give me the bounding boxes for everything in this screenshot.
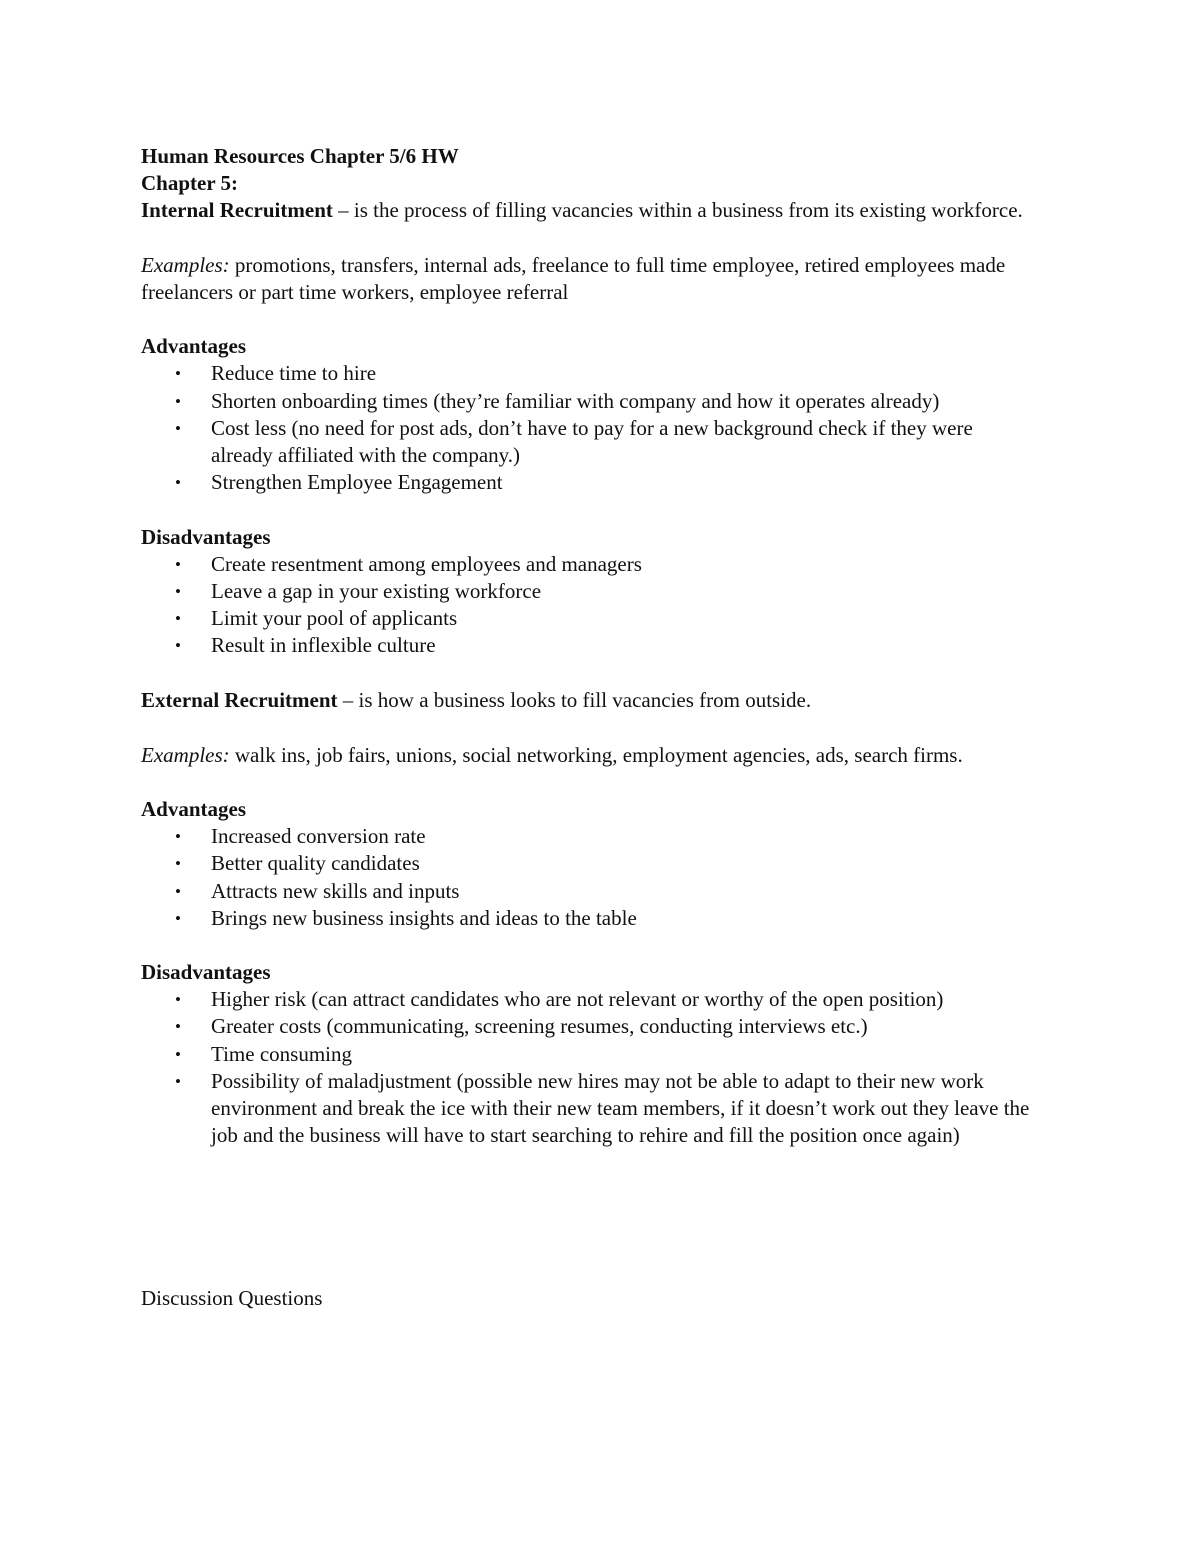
- external-recruitment-text: – is how a business looks to fill vacancies from outside.: [337, 687, 812, 712]
- list-item-text: Increased conversion rate: [211, 824, 426, 849]
- list-item-text: Leave a gap in your existing workforce: [211, 579, 542, 603]
- bullet-icon: •: [175, 854, 181, 874]
- external-advantages-heading: Advantages: [141, 797, 247, 822]
- internal-recruitment-term: Internal Recruitment: [141, 198, 333, 222]
- list-item: [141, 850, 1071, 877]
- list-item-text: Result in inflexible culture: [211, 633, 436, 658]
- chapter-heading: Chapter 5:: [141, 171, 239, 195]
- list-item-text: Higher risk (can attract candidates who are not relevant or worthy of the open position): [211, 987, 944, 1012]
- bullet-icon: •: [175, 391, 181, 411]
- external-disadvantages-list: [141, 986, 1071, 1149]
- bullet-icon: •: [175, 582, 181, 601]
- bullet-icon: •: [175, 636, 181, 656]
- internal-disadvantages-heading: Disadvantages: [141, 524, 271, 549]
- list-item: [141, 469, 1071, 496]
- bullet-icon: •: [175, 473, 181, 493]
- document-title: Human Resources Chapter 5/6 HW: [141, 144, 459, 168]
- list-item: [141, 605, 1071, 632]
- list-item: [141, 415, 1021, 469]
- list-item: [141, 551, 1071, 578]
- list-item-text: Shorten onboarding times (they’re familiar with company and how it operates already): [211, 388, 940, 413]
- list-item: [141, 360, 1071, 387]
- list-item: [141, 823, 1071, 850]
- external-examples: [141, 742, 1011, 769]
- list-item-text: Cost less (no need for post ads, don’t have to pay for a new background check if they were already affiliated with the company.): [211, 415, 973, 468]
- bullet-icon: •: [175, 1017, 181, 1037]
- external-disadvantages-heading: Disadvantages: [141, 960, 271, 985]
- list-item: [141, 905, 1071, 932]
- list-item: [141, 1068, 1061, 1150]
- bullet-icon: •: [175, 609, 181, 629]
- list-item-text: Better quality candidates: [211, 851, 420, 876]
- internal-examples-label: Examples:: [141, 252, 230, 277]
- list-item: [141, 878, 1071, 905]
- internal-recruitment-text: – is the process of filling vacancies within a business from its existing workforce.: [332, 198, 1023, 222]
- bullet-icon: •: [175, 1071, 181, 1091]
- list-item-text: Possibility of maladjustment (possible new hires may not be able to adapt to their new work environment and break the ice with their new team members, if it doesn’t work out they leave the job and the business will have to start searching to rehire and fill the position once again): [211, 1068, 1030, 1148]
- list-item-text: Greater costs (communicating, screening resumes, conducting interviews etc.): [211, 1014, 868, 1039]
- internal-recruitment-definition: [141, 197, 1061, 224]
- internal-advantages-list: [141, 360, 1071, 496]
- bullet-icon: •: [175, 881, 181, 901]
- list-item-text: Time consuming: [211, 1041, 352, 1066]
- list-item-text: Strengthen Employee Engagement: [211, 470, 503, 495]
- external-examples-text: walk ins, job fairs, unions, social networking, employment agencies, ads, search firms.: [229, 742, 963, 767]
- list-item-text: Limit your pool of applicants: [211, 606, 458, 631]
- bullet-icon: •: [175, 908, 181, 928]
- external-recruitment-definition: [141, 687, 1061, 714]
- list-item-text: Create resentment among employees and managers: [211, 551, 642, 576]
- discussion-questions-heading: Discussion Questions: [141, 1286, 323, 1311]
- internal-examples: [141, 252, 1061, 307]
- list-item: [141, 578, 1071, 605]
- bullet-icon: •: [175, 1044, 181, 1064]
- internal-disadvantages-list: [141, 551, 1071, 660]
- external-examples-label: Examples:: [141, 742, 230, 767]
- internal-advantages-heading: Advantages: [141, 334, 247, 359]
- internal-examples-text: promotions, transfers, internal ads, freelance to full time employee, retired employees made freelancers or part time workers, employee referral: [141, 252, 1006, 304]
- list-item-text: Attracts new skills and inputs: [211, 878, 460, 903]
- list-item-text: Brings new business insights and ideas to the table: [211, 905, 637, 930]
- list-item: [141, 986, 1071, 1013]
- document-page: [141, 143, 1071, 1312]
- list-item-text: Reduce time to hire: [211, 361, 377, 386]
- list-item: [141, 388, 1071, 415]
- bullet-icon: •: [175, 554, 181, 574]
- bullet-icon: •: [175, 418, 181, 438]
- external-advantages-list: [141, 823, 1071, 932]
- bullet-icon: •: [175, 827, 181, 847]
- external-recruitment-term: External Recruitment: [141, 687, 338, 712]
- list-item: [141, 1041, 1071, 1068]
- list-item: [141, 632, 1071, 659]
- bullet-icon: •: [175, 990, 181, 1010]
- list-item: [141, 1013, 1071, 1040]
- bullet-icon: •: [175, 364, 181, 384]
